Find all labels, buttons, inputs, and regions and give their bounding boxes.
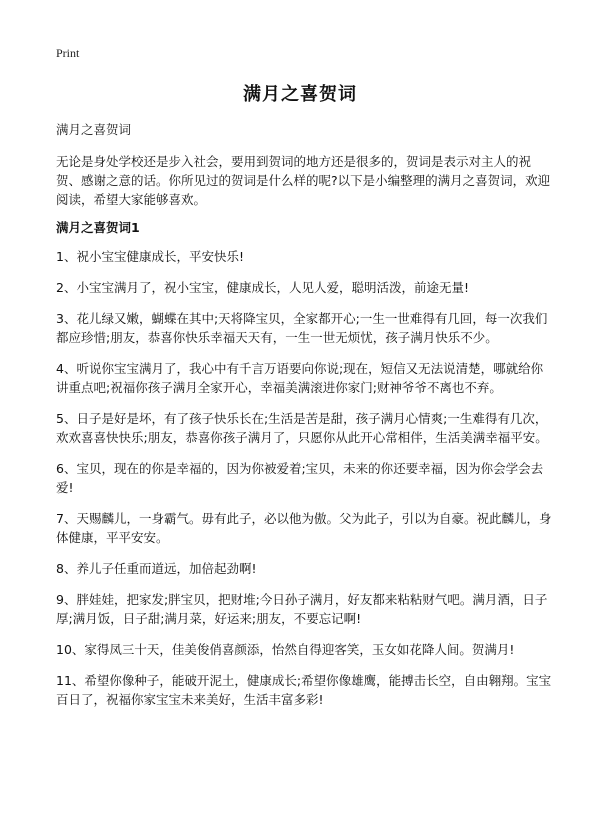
list-item: 5、日子是好是坏，有了孩子快乐长在;生活是苦是甜，孩子满月心情爽;一生难得有几次，欢欢喜喜快快乐;朋友，恭喜你孩子满月了，只愿你从此开心常相伴，生活美满幸福平安。 — [56, 411, 548, 445]
print-label: Print — [56, 46, 80, 60]
list-item: 8、养儿子任重而道远，加倍起劲啊! — [56, 561, 257, 576]
list-item: 11、希望你像种子，能破开泥土，健康成长;希望你像雄鹰，能搏击长空，自由翱翔。宝宝百日了，祝福你家宝宝未来美好，生活丰富多彩! — [56, 673, 552, 707]
list-item: 3、花儿绿又嫩，蝴蝶在其中;天将降宝贝，全家都开心;一生一世难得有几回，每一次我们都应珍惜;朋友，恭喜你快乐幸福天天有，一生一世无烦忧，孩子满月快乐不少。 — [56, 311, 548, 345]
list-item: 7、天赐麟儿，一身霸气。毋有此子，必以他为傲。父为此子，引以为自豪。祝此麟儿，身体健康，平平安安。 — [56, 511, 552, 545]
page-title: 满月之喜贺词 — [243, 84, 357, 105]
list-item: 1、祝小宝宝健康成长，平安快乐! — [56, 249, 244, 264]
list-item: 6、宝贝，现在的你是幸福的，因为你被爱着;宝贝，未来的你还要幸福，因为你会学会去爱! — [56, 461, 544, 495]
list-item: 10、家得凤三十天，佳美俊俏喜颜添，怡然自得迎客笑，玉女如花降人间。贺满月! — [56, 642, 515, 657]
article-subtitle: 满月之喜贺词 — [56, 122, 132, 137]
section-heading: 满月之喜贺词1 — [56, 220, 140, 235]
list-item: 2、小宝宝满月了，祝小宝宝，健康成长，人见人爱，聪明活泼，前途无量! — [56, 280, 469, 295]
intro-paragraph: 无论是身处学校还是步入社会，要用到贺词的地方还是很多的，贺词是表示对主人的祝贺、感谢之意的话。你所见过的贺词是什么样的呢?以下是小编整理的满月之喜贺词，欢迎阅读，希望大家能够喜欢。 — [56, 154, 551, 207]
list-item: 4、听说你宝宝满月了，我心中有千言万语要向你说;现在，短信又无法说清楚，哪就给你讲重点吧;祝福你孩子满月全家开心，幸福美满滚进你家门;财神爷爷不离也不弃。 — [56, 361, 544, 395]
article-body — [56, 121, 552, 721]
list-item: 9、胖娃娃，把家发;胖宝贝，把财堆;今日孙子满月，好友都来粘粘财气吧。满月酒，日子厚;满月饭，日子甜;满月菜，好运来;朋友，不要忘记啊! — [56, 592, 548, 626]
